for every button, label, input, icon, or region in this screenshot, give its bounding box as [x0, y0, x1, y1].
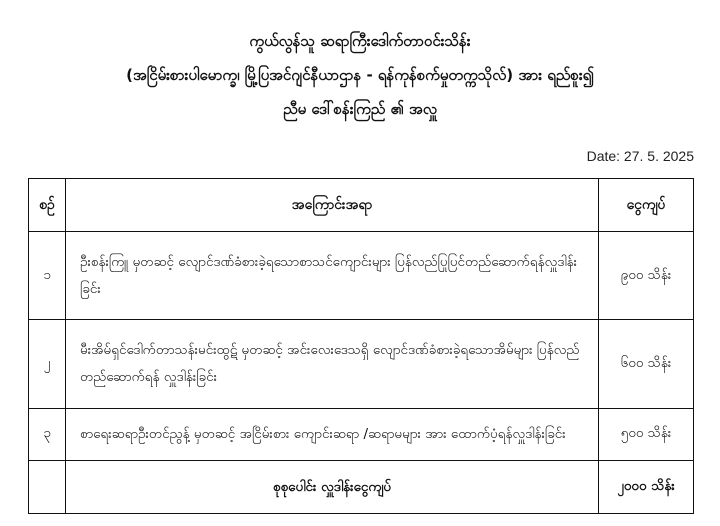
row-amount: ၉၀၀ သိန်း [599, 232, 694, 320]
row-number: ၃ [29, 408, 66, 461]
document-header [0, 30, 720, 120]
header-line-2: (အငြိမ်းစားပါမောက္ခ၊ မြို့ပြအင်ဂျင်နီယာဌာန - ရန်ကုန်စက်မှုတက္ကသိုလ်) အား ရည်စူး၍ [126, 66, 594, 84]
donation-table [28, 178, 694, 514]
column-header-amount: ငွေကျပ် [599, 179, 694, 232]
row-amount: ၅၀၀ သိန်း [599, 408, 694, 461]
table-row [29, 408, 694, 461]
total-amount: ၂၀၀၀ သိန်း [599, 461, 694, 514]
table-header-row [29, 179, 694, 232]
table-row [29, 232, 694, 320]
row-amount: ၆၀၀ သိန်း [599, 320, 694, 408]
document-date: Date: 27. 5. 2025 [586, 148, 694, 164]
header-line-3: ညီမ ဒေါ်စန်းကြည် ၏ အလှူ [283, 100, 437, 118]
header-line-1: ကွယ်လွန်သူ ဆရာကြီးဒေါက်တာဝင်းသိန်း [249, 32, 471, 50]
total-row [29, 461, 694, 514]
column-header-no: စဉ် [29, 179, 66, 232]
row-description: စာရေးဆရာဦးတင်ညွန့် မှတဆင့် အငြိမ်းစား ကျောင်းဆရာ /ဆရာမများ အား ထောက်ပံ့ရန်လှူဒါန်းခြင်း [66, 408, 599, 461]
total-row-blank-cell [29, 461, 66, 514]
column-header-description: အကြောင်းအရာ [66, 179, 599, 232]
row-number: ၂ [29, 320, 66, 408]
total-label: စုစုပေါင်း လှူဒါန်းငွေကျပ် [66, 461, 599, 514]
row-number: ၁ [29, 232, 66, 320]
table-row [29, 320, 694, 408]
row-description: မီးအိမ်ရှင်ဒေါက်တာသန်းမင်းထွဋ် မှတဆင့် အင်းလေးဒေသရှိ လျောင်ဒဏ်ခံစားခဲ့ရသောအိမ်များ ပြန်လည်တည်ဆောက်ရန် လှူဒါန်းခြင်း [66, 320, 599, 408]
row-description: ဦးစန်းကြူ မှတဆင့် လျောင်ဒဏ်ခံစားခဲ့ရသောစာသင်ကျောင်းများ ပြန်လည်ပြုပြင်တည်ဆောက်ရန်လှူဒါန်းခြင်း [66, 232, 599, 320]
